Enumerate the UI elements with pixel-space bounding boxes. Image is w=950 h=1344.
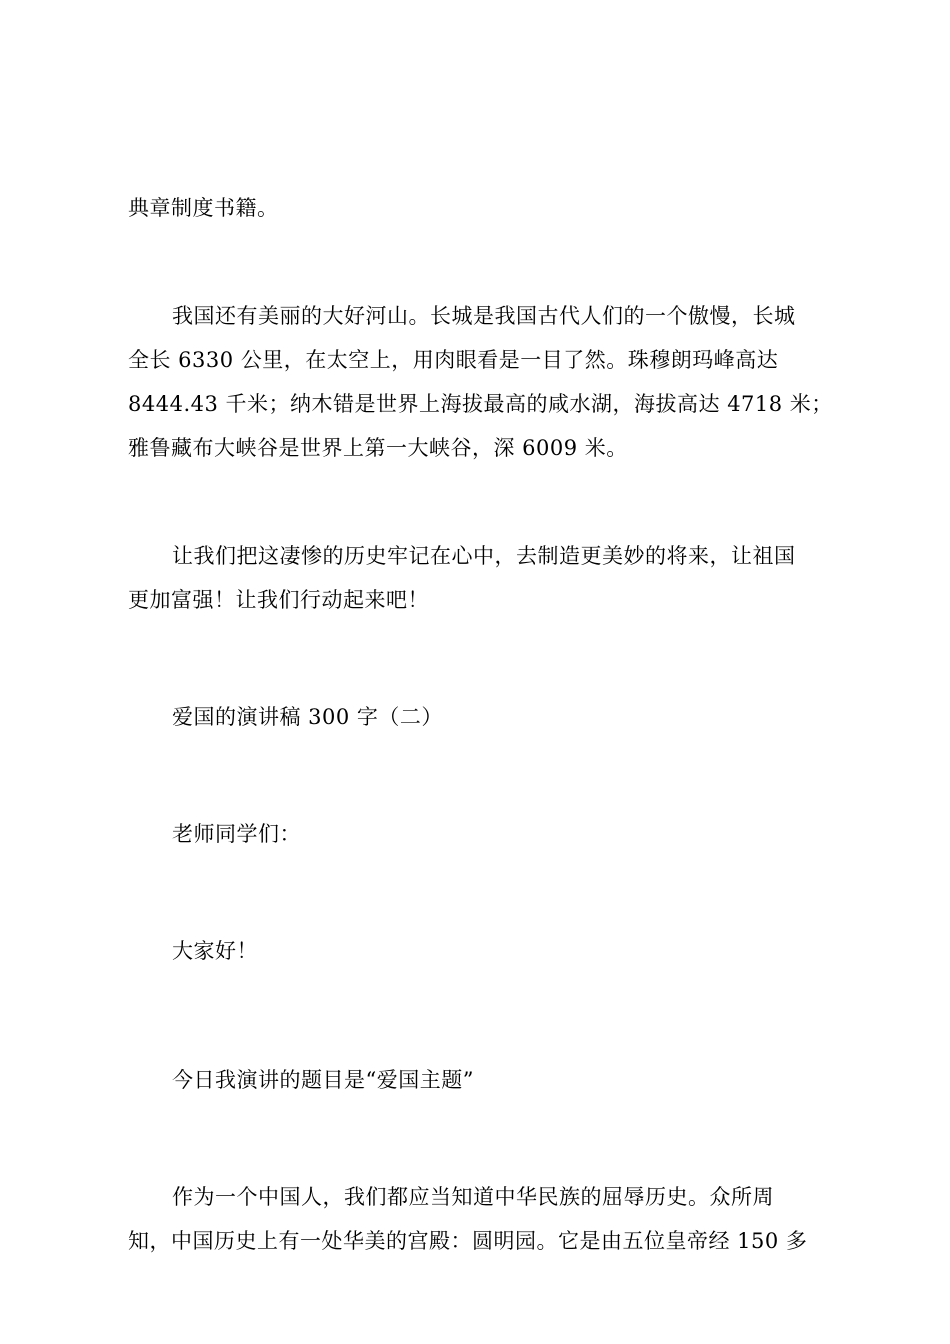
section-heading: 爱国的演讲稿 300 字（二） — [172, 705, 443, 729]
document-body — [128, 186, 832, 1263]
greeting: 大家好！ — [172, 939, 258, 963]
speech-topic: 今日我演讲的题目是“爱国主题” — [172, 1068, 474, 1092]
paragraph-line: 我国还有美丽的大好河山。长城是我国古代人们的一个傲慢，长城 — [172, 304, 796, 328]
paragraph-line: 作为一个中国人，我们都应当知道中华民族的屈辱历史。众所周 — [172, 1185, 774, 1209]
salutation: 老师同学们： — [172, 822, 301, 846]
paragraph-line: 典章制度书籍。 — [128, 196, 279, 220]
paragraph-line: 让我们把这凄惨的历史牢记在心中，去制造更美妙的将来，让祖国 — [172, 544, 796, 568]
paragraph-line: 知，中国历史上有一处华美的宫殿：圆明园。它是由五位皇帝经 150 多 — [128, 1229, 808, 1253]
paragraph-line: 全长 6330 公里，在太空上，用肉眼看是一目了然。珠穆朗玛峰高达 — [128, 348, 779, 372]
paragraph-line: 更加富强！让我们行动起来吧！ — [128, 588, 429, 612]
paragraph-line: 雅鲁藏布大峡谷是世界上第一大峡谷，深 6009 米。 — [128, 436, 628, 460]
paragraph-line: 8444.43 千米；纳木错是世界上海拔最高的咸水湖，海拔高达 4718 米； — [128, 392, 833, 416]
